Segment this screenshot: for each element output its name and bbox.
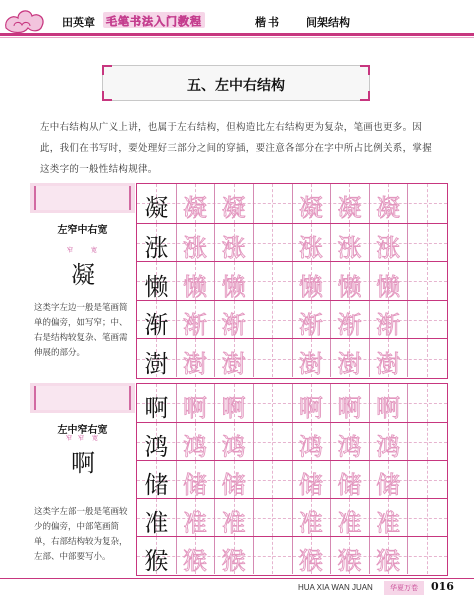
- cell-border: [292, 339, 293, 377]
- model-character: 猴: [144, 547, 169, 576]
- section-intro: 左中右结构从广义上讲，也属于左右结构，但构造比左右结构更为复杂，笔画也更多。因此，我们在书写时，要处理好三部分之间的穿插，要注意各部分在字中所占比例关系，掌握这类字的一般性结构规律。: [40, 122, 433, 175]
- trace-character[interactable]: 渐: [337, 311, 362, 340]
- cell-border: [330, 423, 331, 460]
- cell-border: [292, 423, 293, 460]
- guide-line: [427, 384, 428, 422]
- model-character: 鸿: [144, 433, 169, 462]
- cell-border: [176, 184, 177, 223]
- trace-character[interactable]: 啊: [376, 394, 401, 423]
- cell-border: [292, 184, 293, 223]
- trace-character[interactable]: 鸿: [221, 433, 246, 462]
- model-character: 涨: [144, 234, 169, 262]
- cell-border: [330, 384, 331, 422]
- trace-character[interactable]: 渐: [182, 311, 207, 340]
- practice-row: [137, 384, 447, 422]
- trace-character[interactable]: 储: [221, 471, 246, 500]
- practice-row: [137, 300, 447, 339]
- trace-character[interactable]: 凝: [376, 194, 401, 223]
- cell-border: [330, 224, 331, 262]
- page-number: 016: [431, 580, 454, 593]
- trace-character[interactable]: 凝: [337, 194, 362, 223]
- cell-border: [253, 184, 254, 223]
- cell-border: [176, 301, 177, 339]
- guide-line: [427, 461, 428, 498]
- cell-border: [407, 339, 408, 377]
- trace-character[interactable]: 懒: [376, 272, 401, 301]
- practice-row: [137, 536, 447, 574]
- cell-border: [407, 384, 408, 422]
- trace-character[interactable]: 储: [182, 471, 207, 500]
- cell-border: [176, 262, 177, 300]
- cell-border: [292, 499, 293, 536]
- trace-character[interactable]: 鸿: [376, 433, 401, 462]
- cell-border: [176, 499, 177, 536]
- practice-block-left-narrow: [30, 183, 448, 379]
- cell-border: [253, 224, 254, 262]
- footer-publisher-cn: 华夏万卷: [384, 581, 424, 595]
- practice-row: [137, 184, 447, 223]
- cell-border: [176, 461, 177, 498]
- trace-character[interactable]: 鸿: [182, 433, 207, 462]
- section-title-box: [102, 65, 370, 101]
- cell-border: [176, 339, 177, 377]
- header-divider-thin: [0, 37, 474, 38]
- cell-border: [330, 262, 331, 300]
- trace-character[interactable]: 猴: [182, 547, 207, 576]
- guide-line: [427, 339, 428, 377]
- cell-border: [407, 537, 408, 574]
- guide-line: [272, 384, 273, 422]
- practice-row: [137, 498, 447, 536]
- cell-border: [176, 384, 177, 422]
- practice-row: [137, 261, 447, 300]
- cell-border: [214, 384, 215, 422]
- trace-character[interactable]: 啊: [182, 394, 207, 423]
- structure-label: 左窄中右宽: [57, 225, 108, 236]
- trace-character[interactable]: 渐: [221, 311, 246, 340]
- cell-border: [330, 339, 331, 377]
- guide-line: [427, 184, 428, 223]
- trace-character[interactable]: 猴: [337, 547, 362, 576]
- model-character: 渐: [144, 311, 169, 340]
- trace-character[interactable]: 渐: [376, 311, 401, 340]
- cell-border: [176, 423, 177, 460]
- cell-border: [369, 537, 370, 574]
- trace-character[interactable]: 准: [298, 509, 323, 538]
- cell-border: [407, 262, 408, 300]
- trace-character[interactable]: 懒: [337, 272, 362, 301]
- cell-border: [214, 461, 215, 498]
- corner-ornament: [102, 65, 112, 75]
- trace-character[interactable]: 猴: [298, 547, 323, 576]
- model-character: 准: [144, 509, 169, 538]
- trace-character[interactable]: 准: [182, 509, 207, 538]
- trace-character[interactable]: 储: [298, 471, 323, 500]
- header-divider: [0, 33, 474, 36]
- practice-row: [137, 422, 447, 460]
- guide-line: [272, 537, 273, 574]
- trace-character[interactable]: 储: [376, 471, 401, 500]
- cell-border: [253, 423, 254, 460]
- trace-character[interactable]: 啊: [298, 394, 323, 423]
- guide-line: [427, 537, 428, 574]
- practice-row: [137, 223, 447, 262]
- cell-border: [369, 262, 370, 300]
- model-character: 啊: [144, 394, 169, 423]
- cell-border: [253, 301, 254, 339]
- trace-character[interactable]: 涨: [221, 234, 246, 262]
- practice-row: [137, 338, 447, 377]
- guide-line: [272, 423, 273, 460]
- sample-char: 凝: [71, 261, 95, 289]
- sample-tag: 宽: [91, 247, 98, 254]
- cell-border: [407, 461, 408, 498]
- cell-border: [292, 461, 293, 498]
- model-character: 懒: [144, 272, 169, 301]
- sample-character: [65, 247, 103, 289]
- cell-border: [214, 537, 215, 574]
- trace-character[interactable]: 鸿: [298, 433, 323, 462]
- trace-character[interactable]: 澍: [221, 349, 246, 378]
- cell-border: [369, 339, 370, 377]
- cell-border: [369, 423, 370, 460]
- trace-character[interactable]: 澍: [298, 349, 323, 378]
- cell-border: [407, 224, 408, 262]
- cell-border: [214, 184, 215, 223]
- trace-character[interactable]: 啊: [337, 394, 362, 423]
- trace-character[interactable]: 猴: [221, 547, 246, 576]
- practice-grid: [136, 183, 448, 379]
- trace-character[interactable]: 懒: [221, 272, 246, 301]
- cell-border: [369, 461, 370, 498]
- cell-border: [330, 184, 331, 223]
- sample-tag: 窄: [67, 247, 74, 254]
- trace-character[interactable]: 涨: [376, 234, 401, 262]
- trace-character[interactable]: 准: [337, 509, 362, 538]
- cell-border: [253, 384, 254, 422]
- cell-border: [407, 423, 408, 460]
- cell-border: [407, 499, 408, 536]
- trace-character[interactable]: 澍: [182, 349, 207, 378]
- trace-character[interactable]: 涨: [182, 234, 207, 262]
- trace-character[interactable]: 懒: [298, 272, 323, 301]
- trace-character[interactable]: 储: [337, 471, 362, 500]
- cell-border: [292, 301, 293, 339]
- cell-border: [214, 339, 215, 377]
- cell-border: [369, 499, 370, 536]
- practice-row: [137, 460, 447, 498]
- guide-line: [427, 262, 428, 300]
- panel-header: [30, 183, 135, 213]
- trace-character[interactable]: 凝: [298, 194, 323, 223]
- cell-border: [407, 184, 408, 223]
- guide-line: [427, 301, 428, 339]
- guide-line: [272, 301, 273, 339]
- header-series-title: 毛笔书法入门教程: [103, 12, 205, 28]
- cell-border: [253, 499, 254, 536]
- structure-description: 这类字左边一般是笔画简单的偏旁，如写窄；中、右是结构较复杂、笔画需伸展的部分。: [34, 303, 128, 358]
- cell-border: [214, 224, 215, 262]
- guide-line: [272, 461, 273, 498]
- section-title: 五、左中右结构: [187, 78, 285, 94]
- cell-border: [407, 301, 408, 339]
- cell-border: [176, 224, 177, 262]
- sample-tag: 窄: [78, 435, 85, 442]
- trace-character[interactable]: 鸿: [337, 433, 362, 462]
- sample-char: 啊: [71, 449, 95, 477]
- guide-line: [427, 499, 428, 536]
- cell-border: [330, 461, 331, 498]
- trace-character[interactable]: 涨: [337, 234, 362, 262]
- guide-line: [427, 224, 428, 262]
- cell-border: [369, 384, 370, 422]
- panel-header: [30, 383, 135, 413]
- cell-border: [214, 301, 215, 339]
- practice-grid: [136, 383, 448, 576]
- model-character: 澍: [144, 349, 169, 378]
- cell-border: [292, 384, 293, 422]
- cell-border: [369, 301, 370, 339]
- cell-border: [369, 224, 370, 262]
- guide-line: [272, 262, 273, 300]
- cell-border: [253, 461, 254, 498]
- cell-border: [369, 184, 370, 223]
- trace-character[interactable]: 凝: [221, 194, 246, 223]
- cell-border: [253, 537, 254, 574]
- guide-line: [427, 423, 428, 460]
- corner-ornament: [360, 65, 370, 75]
- trace-character[interactable]: 懒: [182, 272, 207, 301]
- cell-border: [330, 537, 331, 574]
- trace-character[interactable]: 凝: [182, 194, 207, 223]
- trace-character[interactable]: 渐: [298, 311, 323, 340]
- header-chapter-title: 间架结构: [306, 16, 350, 29]
- guide-line: [272, 339, 273, 377]
- trace-character[interactable]: 澍: [337, 349, 362, 378]
- practice-block-left-middle-narrow: [30, 383, 448, 576]
- cell-border: [330, 301, 331, 339]
- header-author: 田英章: [62, 16, 95, 29]
- cell-border: [214, 262, 215, 300]
- footer-publisher: HUA XIA WAN JUAN: [298, 583, 373, 592]
- header-book-title: 楷书: [255, 16, 281, 29]
- structure-label: 左中窄右宽: [57, 425, 108, 436]
- sample-tag: 窄: [66, 435, 73, 442]
- cell-border: [214, 499, 215, 536]
- cell-border: [214, 423, 215, 460]
- structure-description: 这类字左部一般是笔画较少的偏旁，中部笔画简单，右部结构较为复杂，左部、中部要写小。: [34, 507, 128, 562]
- sample-tag: 宽: [92, 435, 99, 442]
- example-panel: [30, 183, 135, 379]
- trace-character[interactable]: 准: [221, 509, 246, 538]
- cell-border: [330, 499, 331, 536]
- guide-line: [272, 184, 273, 223]
- model-character: 储: [144, 471, 169, 500]
- trace-character[interactable]: 澍: [376, 349, 401, 378]
- cell-border: [253, 262, 254, 300]
- trace-character[interactable]: 啊: [221, 394, 246, 423]
- trace-character[interactable]: 猴: [376, 547, 401, 576]
- trace-character[interactable]: 涨: [298, 234, 323, 262]
- trace-character[interactable]: 准: [376, 509, 401, 538]
- page-header: [0, 0, 474, 44]
- guide-line: [272, 499, 273, 536]
- model-character: 凝: [144, 194, 169, 223]
- cell-border: [292, 537, 293, 574]
- example-panel: [30, 383, 135, 576]
- cell-border: [176, 537, 177, 574]
- sample-character: [65, 435, 103, 477]
- cell-border: [253, 339, 254, 377]
- footer-divider: [0, 578, 474, 579]
- cell-border: [292, 224, 293, 262]
- guide-line: [272, 224, 273, 262]
- cell-border: [292, 262, 293, 300]
